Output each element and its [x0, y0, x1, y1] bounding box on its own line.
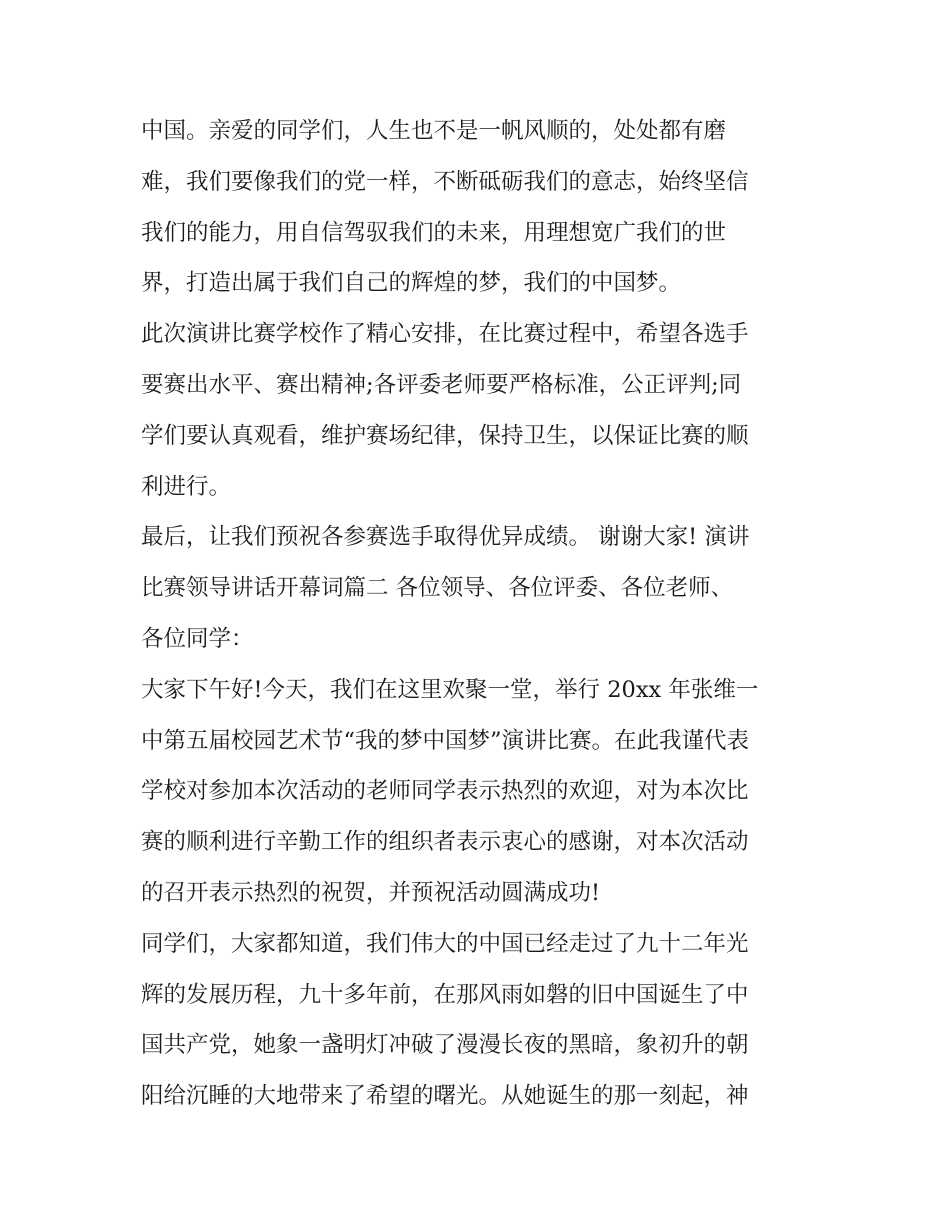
text-line: 利进行。: [141, 473, 232, 500]
text-line: 比赛领导讲话开幕词篇二 各位领导、各位评委、各位老师、: [141, 575, 734, 602]
text-line: 最后，让我们预祝各参赛选手取得优异成绩。 谢谢大家! 演讲: [141, 524, 750, 551]
text-line: 中第五届校园艺术节“我的梦中国梦”演讲比赛。在此我谨代表: [141, 727, 750, 754]
text-line: 难，我们要像我们的党一样，不断砥砺我们的意志，始终坚信: [141, 168, 749, 195]
text-line: 的召开表示热烈的祝贺，并预祝活动圆满成功!: [141, 879, 601, 906]
document-body: [141, 106, 816, 1122]
text-line: 辉的发展历程，九十多年前，在那风雨如磐的旧中国诞生了中: [141, 981, 749, 1008]
text-line: 阳给沉睡的大地带来了希望的曙光。从她诞生的那一刻起，神: [141, 1083, 749, 1110]
text-line: 此次演讲比赛学校作了精心安排，在比赛过程中，希望各选手: [141, 321, 749, 348]
text-line: 学校对参加本次活动的老师同学表示热烈的欢迎，对为本次比: [141, 778, 749, 805]
text-line: 界，打造出属于我们自己的辉煌的梦，我们的中国梦。: [141, 270, 682, 297]
text-line: 国共产党，她象一盏明灯冲破了漫漫长夜的黑暗，象初升的朝: [141, 1032, 749, 1059]
text-line: 要赛出水平、赛出精神;各评委老师要严格标准，公正评判;同: [141, 371, 742, 398]
text-line: 中国。亲爱的同学们，人生也不是一帆风顺的，处处都有磨: [141, 118, 727, 144]
text-line: 赛的顺利进行辛勤工作的组织者表示衷心的感谢，对本次活动: [141, 829, 749, 856]
text-line: 同学们，大家都知道，我们伟大的中国已经走过了九十二年光: [141, 930, 749, 957]
text-line: 各位同学：: [141, 625, 254, 652]
text-line: 我们的能力，用自信驾驭我们的未来，用理想宽广我们的世: [141, 219, 727, 246]
text-line: 学们要认真观看，维护赛场纪律，保持卫生，以保证比赛的顺: [141, 422, 749, 449]
text-line: 大家下午好!今天，我们在这里欢聚一堂，举行 20xx 年张维一: [141, 676, 759, 703]
